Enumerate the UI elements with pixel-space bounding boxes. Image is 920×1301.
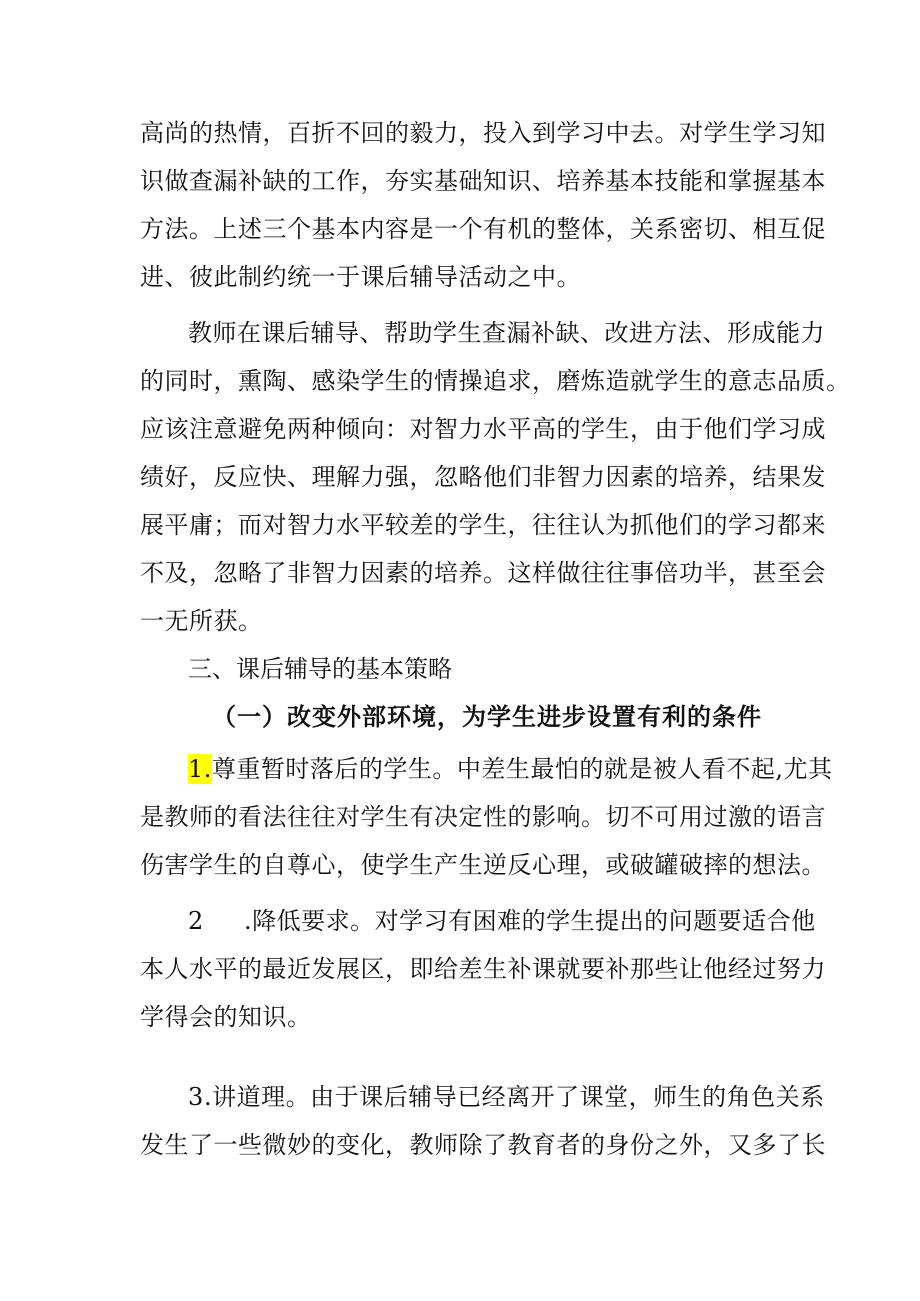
- para1-line-2: 识做查漏补缺的工作，夯实基础知识、培养基本技能和掌握基本: [140, 167, 826, 195]
- para2-line-7: 一无所获。: [140, 607, 263, 635]
- para2-line-3: 应该注意避免两种倾向：对智力水平高的学生，由于他们学习成: [140, 415, 826, 443]
- para2-line-4: 绩好，反应快、理解力强，忽略他们非智力因素的培养，结果发: [140, 463, 826, 491]
- para2-line-2: 的同时，熏陶、感染学生的情操追求，磨炼造就学生的意志品质。: [140, 367, 851, 395]
- section-heading: 三、课后辅导的基本策略: [188, 655, 452, 683]
- item2-text: .降低要求。对学习有困难的学生提出的问题要适合他: [244, 907, 816, 935]
- para2-line-6: 不及，忽略了非智力因素的培养。这样做往往事倍功半，甚至会: [140, 559, 826, 587]
- para2-line-5: 展平庸；而对智力水平较差的学生，往往认为抓他们的学习都来: [140, 511, 826, 539]
- item3-line-2: 发生了一些微妙的变化，教师除了教育者的身份之外，又多了长: [140, 1131, 826, 1159]
- item1-line-3: 伤害学生的自尊心，使学生产生逆反心理，或破罐破摔的想法。: [140, 851, 826, 879]
- item1-number: 1.: [188, 755, 212, 783]
- para2-line-1: 教师在课后辅导、帮助学生查漏补缺、改进方法、形成能力: [188, 319, 825, 347]
- para1-line-1: 高尚的热情，百折不回的毅力，投入到学习中去。对学生学习知: [140, 119, 826, 147]
- item1-line-2: 是教师的看法往往对学生有决定性的影响。切不可用过激的语言: [140, 803, 826, 831]
- item3-line-1: [188, 1082, 825, 1112]
- item2-line-2: 本人水平的最近发展区，即给差生补课就要补那些让他经过努力: [140, 955, 826, 983]
- item1-text: 尊重暂时落后的学生。中差生最怕的就是被人看不起,尤其: [211, 755, 833, 783]
- item1-line-1: [188, 754, 833, 784]
- subsection-heading: （一）改变外部环境，为学生进步设置有利的条件: [212, 702, 762, 731]
- item2-line-3: 学得会的知识。: [140, 1003, 312, 1031]
- item2-line-1: [188, 906, 816, 936]
- para1-line-4: 进、彼此制约统一于课后辅导活动之中。: [140, 263, 581, 291]
- para1-line-3: 方法。上述三个基本内容是一个有机的整体，关系密切、相互促: [140, 215, 826, 243]
- item3-text: .讲道理。由于课后辅导已经离开了课堂，师生的角色关系: [204, 1083, 825, 1111]
- item2-number: 2: [188, 907, 204, 935]
- item3-number: 3: [188, 1083, 204, 1111]
